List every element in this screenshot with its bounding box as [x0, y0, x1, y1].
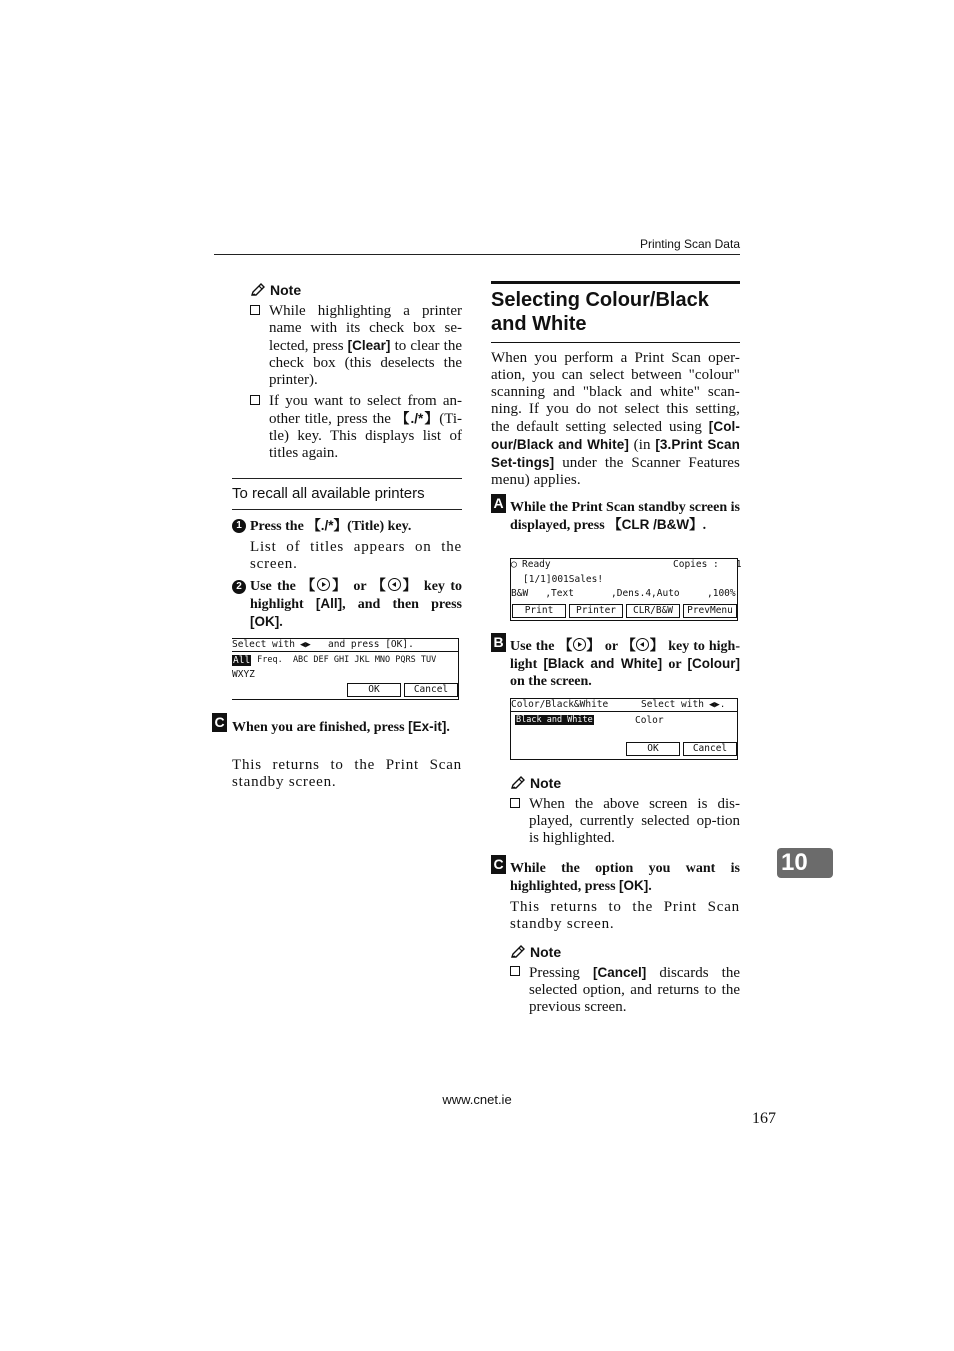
note-text: Pressing [529, 965, 593, 981]
lcd-density: ,Dens.4,Auto [611, 588, 680, 599]
pencil-icon [510, 944, 526, 960]
colour-bw-setting: [Col-our/Black and White] [491, 419, 740, 452]
page-number: 167 [752, 1110, 776, 1127]
lcd-mode: B&W ,Text [511, 588, 574, 599]
step-c [510, 860, 740, 895]
lcd-text: WXYZ [232, 669, 255, 680]
substep-text: . [279, 615, 283, 630]
lcd-copies: Copies : 1 [673, 559, 742, 570]
note-item [250, 303, 462, 389]
lcd-color-option[interactable]: Color [635, 715, 664, 726]
lcd-cancel-button[interactable]: Cancel [683, 742, 737, 756]
lcd-standby-screen [510, 558, 742, 621]
black-white-option: [Black and White] [543, 656, 663, 671]
lcd-text: Select with [641, 699, 704, 710]
lcd-print-button[interactable]: Print [512, 604, 566, 618]
lcd-select-title-screen [232, 638, 459, 700]
pencil-icon [510, 775, 526, 791]
section-rule [491, 342, 740, 343]
lcd-ok-button[interactable]: OK [626, 742, 680, 756]
lcd-black-white-option[interactable]: Black and White [516, 715, 593, 725]
checkbox-bullet-icon [510, 966, 520, 976]
step-text: Use the 【 [510, 639, 573, 654]
left-right-arrows-icon: ◀▶. [709, 700, 726, 710]
ok-key: [OK] [250, 614, 280, 629]
note-text: When the above screen is dis-played, currently selected op-tion is highlighted. [529, 796, 740, 846]
note-text: discards the selected option, and returns to the previous screen. [529, 965, 740, 1015]
print-scan-settings: [3.Print Scan Set-tings] [491, 437, 740, 470]
running-head: Printing Scan Data [639, 237, 740, 251]
section-title: Selecting Colour/Black and White [491, 289, 709, 335]
cancel-key: [Cancel] [592, 965, 647, 980]
note-item [510, 964, 740, 1016]
step-letter: A [491, 494, 506, 513]
substep-1 [250, 517, 462, 535]
step-b [510, 638, 740, 690]
lcd-all-option[interactable]: All [233, 655, 251, 666]
step-text: on the screen. [510, 674, 592, 689]
note-item [510, 796, 740, 847]
ready-indicator-icon: ◯ [511, 559, 517, 570]
subsection-rule [232, 478, 462, 479]
note-text: While highlighting a printer name with its check box se-lected, press [269, 303, 462, 354]
subsection-title: To recall all available printers [232, 485, 425, 502]
title-key: 【./*】 [307, 518, 348, 533]
step-text: While the Print Scan standby screen is displayed, press [510, 500, 740, 533]
note-title: Note [530, 775, 562, 791]
lcd-divider [511, 711, 737, 712]
lcd-clr-bw-button[interactable]: CLR/B&W [626, 604, 680, 618]
section-rule [491, 281, 740, 284]
step-letter: C [212, 713, 227, 732]
substep-2 [250, 578, 462, 631]
substep-text: Press the [250, 519, 308, 534]
left-right-arrows-icon: ◀▶ [300, 640, 311, 650]
lcd-ready: Ready [522, 559, 551, 570]
lcd-text: and press [OK]. [328, 639, 414, 650]
step-letter: C [491, 855, 506, 874]
step-a [510, 499, 740, 534]
chapter-tab: 10 [777, 848, 833, 878]
lcd-scale: ,100% [707, 588, 736, 599]
step-text: . [446, 720, 450, 735]
intro-paragraph [491, 350, 740, 489]
note-title: Note [530, 944, 562, 960]
note-heading [510, 944, 561, 960]
substep-text: 】 or 【 [330, 579, 388, 594]
checkbox-bullet-icon [250, 305, 260, 315]
note-text: (Ti-tle) key. This displays list of titles again. [269, 411, 462, 461]
substep-text: , and then press [342, 597, 462, 612]
substep-text: (Title) key. [347, 519, 412, 534]
note-text: If you want to select from an-other title, press the [269, 393, 462, 427]
substep-text: Use the 【 [250, 579, 318, 594]
step-text: While the option you want is highlighted, press [510, 861, 740, 894]
step-text: or [662, 657, 688, 672]
subsection-rule [232, 509, 462, 510]
clr-bw-key: 【CLR /B&W】 [608, 517, 703, 532]
substep-number: 2 [232, 580, 246, 594]
note-item [250, 393, 462, 462]
lcd-destination: [1/1]001Sales! [523, 574, 604, 585]
left-arrow-key-icon [636, 638, 649, 651]
step-3 [232, 718, 462, 736]
step-text: 】 or 【 [585, 639, 637, 654]
title-key: 【./*】 [395, 411, 440, 426]
lcd-title-options: Freq. ABC DEF GHI JKL MNO PQRS TUV [252, 655, 437, 665]
pencil-icon [250, 282, 266, 298]
step-text: . [648, 879, 652, 894]
colour-option: [Colour] [687, 656, 740, 671]
checkbox-bullet-icon [250, 395, 260, 405]
lcd-screen-title: Color/Black&White [511, 699, 609, 710]
right-arrow-key-icon [317, 578, 330, 591]
lcd-text: Select with [232, 639, 295, 650]
step-text: 】 key to high-light [510, 639, 740, 672]
lcd-printer-button[interactable]: Printer [569, 604, 623, 618]
checkbox-bullet-icon [510, 798, 520, 808]
intro-text: (in [628, 437, 656, 453]
note-text: to clear the check box (this deselects the printer). [269, 338, 462, 388]
step-3-body: This returns to the Print Scan standby screen. [232, 757, 462, 790]
clear-key: [Clear] [347, 338, 391, 353]
step-text: . [702, 518, 707, 533]
step-letter: B [491, 633, 506, 652]
lcd-colour-select-screen [510, 698, 738, 760]
exit-key: [Ex-it] [408, 719, 447, 734]
note-heading [250, 282, 301, 298]
right-arrow-key-icon [573, 638, 586, 651]
lcd-ok-button[interactable]: OK [347, 683, 401, 697]
lcd-cancel-button[interactable]: Cancel [404, 683, 458, 697]
substep-number: 1 [232, 519, 246, 533]
footer-url: www.cnet.ie [442, 1092, 512, 1107]
step-text: When you are finished, press [232, 720, 409, 735]
intro-text: under the Scanner Features menu) applies. [491, 455, 740, 488]
all-key: [All] [315, 596, 343, 611]
substep-1-body: List of titles appears on the screen. [250, 539, 462, 572]
left-arrow-key-icon [388, 578, 401, 591]
step-c-body: This returns to the Print Scan standby screen. [510, 899, 740, 932]
note-title: Note [270, 282, 302, 298]
note-heading [510, 775, 561, 791]
ok-key: [OK] [619, 878, 649, 893]
lcd-prevmenu-button[interactable]: PrevMenu [683, 604, 737, 618]
lcd-divider [232, 651, 458, 652]
header-rule [214, 254, 740, 255]
substep-text: 】 key to highlight [250, 579, 462, 612]
intro-text: When you perform a Print Scan oper-ation, you can select between "colour" scanning and "black and white" scan-ning. If you do not select this setting, the default setting selected using [491, 350, 740, 435]
